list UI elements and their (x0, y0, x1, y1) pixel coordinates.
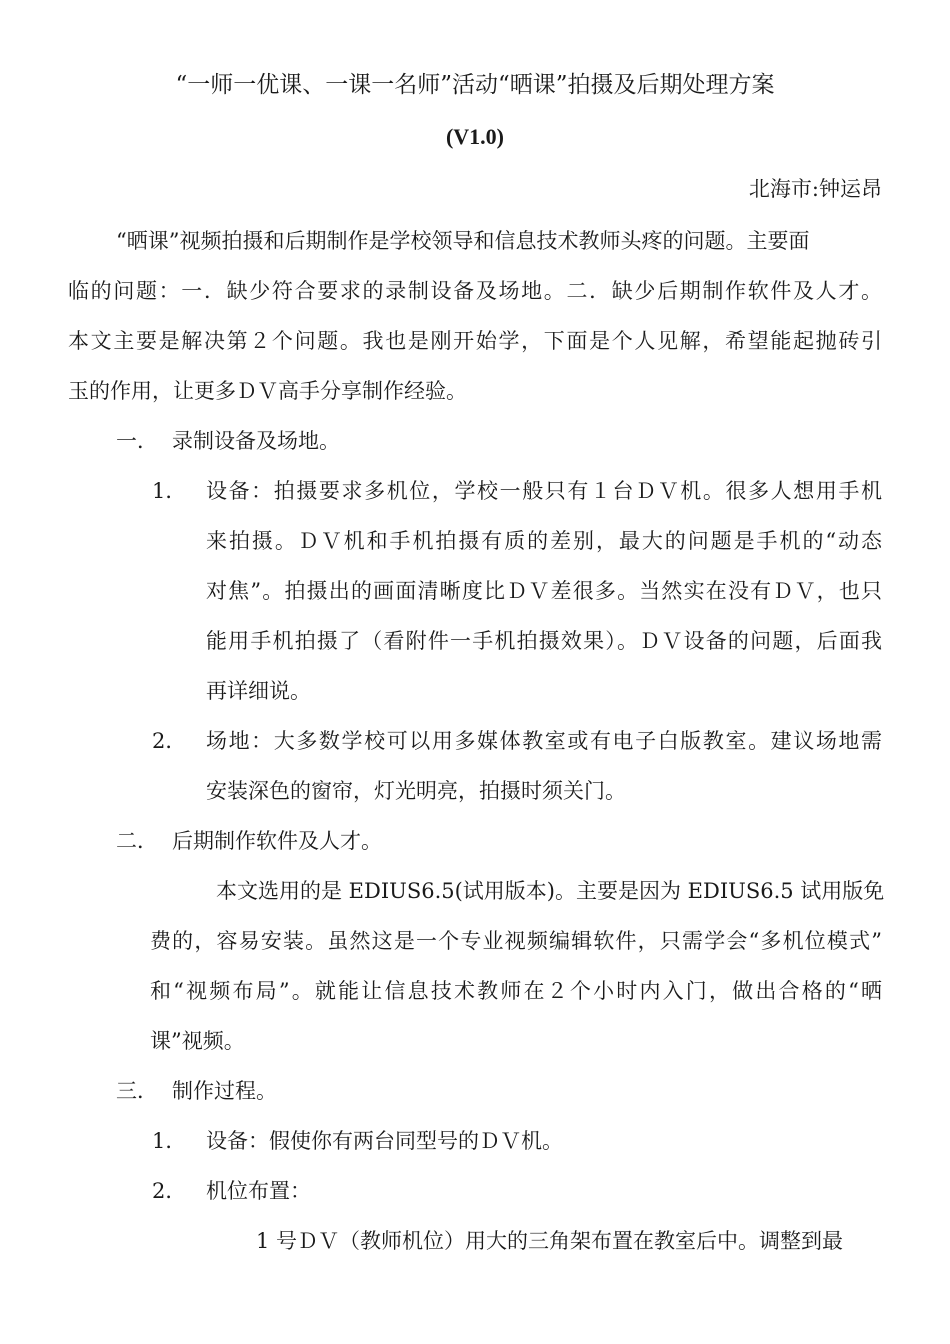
section-heading: 制作过程。 (172, 1079, 277, 1103)
intro-line: 临的问题：一．缺少符合要求的录制设备及场地。二．缺少后期制作软件及人才。 (68, 279, 882, 303)
list-item-line: 来拍摄。ＤＶ机和手机拍摄有质的差别，最大的问题是手机的“动态 (206, 529, 882, 553)
section-number: 二． (116, 829, 158, 853)
list-item-line: 能用手机拍摄了（看附件一手机拍摄效果）。ＤＶ设备的问题，后面我 (206, 629, 882, 653)
list-item-line: 机位布置： (206, 1179, 311, 1203)
document-version: (V1.0) (445, 124, 505, 149)
section-heading: 录制设备及场地。 (172, 429, 340, 453)
document-title: “一师一优课、一课一名师”活动“晒课”拍摄及后期处理方案 (175, 72, 775, 98)
list-number: 1． (152, 1129, 187, 1153)
section-number: 一． (116, 429, 158, 453)
section-heading: 后期制作软件及人才。 (172, 829, 382, 853)
list-item-line: 安装深色的窗帘，灯光明亮，拍摄时须关门。 (206, 779, 626, 803)
list-number: 2． (152, 729, 187, 753)
intro-line: 玉的作用，让更多ＤＶ高手分享制作经验。 (68, 379, 467, 403)
list-number: 2． (152, 1179, 187, 1203)
paragraph-line: 和“视频布局”。就能让信息技术教师在２个小时内入门，做出合格的“晒 (150, 979, 882, 1003)
intro-line: 本文主要是解决第２个问题。我也是刚开始学，下面是个人见解，希望能起抛砖引 (68, 329, 882, 353)
paragraph-line: 课”视频。 (150, 1029, 245, 1053)
section-number: 三． (116, 1079, 158, 1103)
list-number: 1． (152, 479, 187, 503)
list-item-line: 对焦”。拍摄出的画面清晰度比ＤＶ差很多。当然实在没有ＤＶ，也只 (206, 579, 882, 603)
intro-line: “晒课”视频拍摄和后期制作是学校领导和信息技术教师头疼的问题。主要面 (116, 229, 810, 253)
paragraph-line: 费的，容易安装。虽然这是一个专业视频编辑软件，只需学会“多机位模式” (150, 929, 882, 953)
paragraph-line: 1 号ＤＶ（教师机位）用大的三角架布置在教室后中。调整到最 (256, 1229, 844, 1253)
list-item-line: 设备：假使你有两台同型号的ＤＶ机。 (206, 1129, 563, 1153)
document-author: 北海市:钟运昂 (748, 177, 882, 201)
list-item-line: 设备：拍摄要求多机位，学校一般只有１台ＤＶ机。很多人想用手机 (206, 479, 882, 503)
paragraph-line: 本文选用的是 EDIUS6.5(试用版本)。主要是因为 EDIUS6.5 试用版免 (216, 879, 885, 903)
list-item-line: 场地：大多数学校可以用多媒体教室或有电子白版教室。建议场地需 (206, 729, 882, 753)
list-item-line: 再详细说。 (206, 679, 311, 703)
